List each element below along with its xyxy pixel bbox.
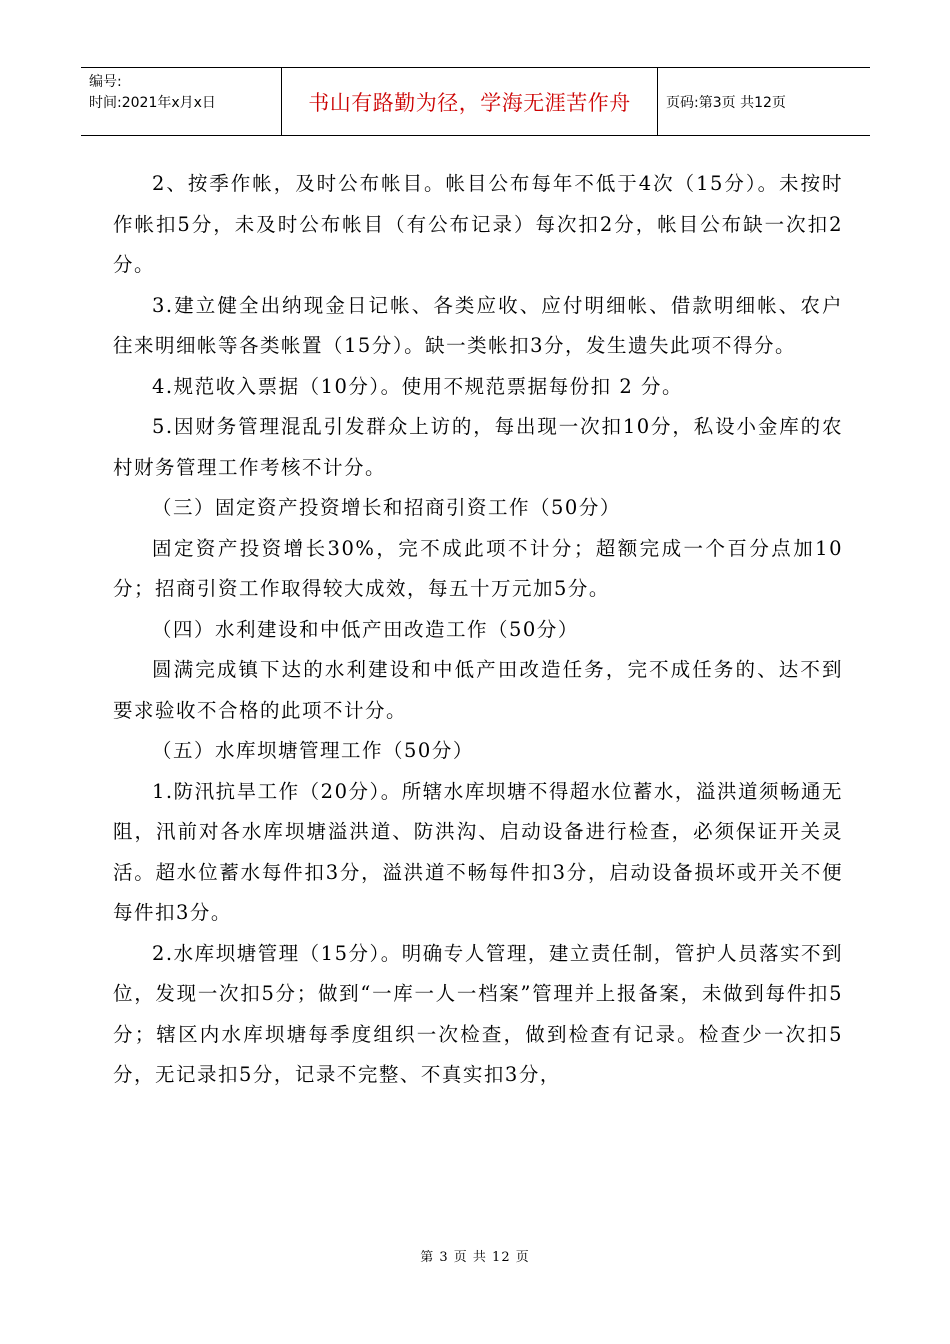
- document-date-label: 时间:2021年x月x日: [89, 95, 216, 111]
- section-heading: （四）水利建设和中低产田改造工作（50分）: [152, 617, 579, 641]
- paragraph: 2.水库坝塘管理（15分）。明确专人管理，建立责任制，管护人员落实不到位，发现一次扣5分；做到“一库一人一档案”管理并上报备案，未做到每件扣5分；辖区内水库坝塘每季度组织一次检查，做到检查有记录。检查少一次扣5分，无记录扣5分，记录不完整、不真实扣3分，: [113, 941, 843, 1086]
- section-heading: （三）固定资产投资增长和招商引资工作（50分）: [152, 496, 621, 519]
- document-number-label: 编号:: [89, 74, 122, 90]
- paragraph: 圆满完成镇下达的水利建设和中低产田改造任务，完不成任务的、达不到要求验收不合格的此项不计分。: [113, 658, 843, 722]
- paragraph: 1.防汛抗旱工作（20分）。所辖水库坝塘不得超水位蓄水，溢洪道须畅通无阻，汛前对各水库坝塘溢洪道、防洪沟、启动设备进行检查，必须保证开关灵活。超水位蓄水每件扣3分，溢洪道不畅每件扣3分，启动设备损坏或开关不便每件扣3分。: [113, 779, 843, 924]
- header-meta: [81, 68, 282, 135]
- paragraph: 2、按季作帐，及时公布帐目。帐目公布每年不低于4次（15分）。未按时作帐扣5分，未及时公布帐目（有公布记录）每次扣2分，帐目公布缺一次扣2分。: [113, 172, 843, 276]
- paragraph: 4.规范收入票据（10分）。使用不规范票据每份扣 2 分。: [152, 374, 683, 398]
- document-body: [113, 164, 843, 1096]
- paragraph: 固定资产投资增长30%，完不成此项不计分；超额完成一个百分点加10分；招商引资工作取得较大成效，每五十万元加5分。: [113, 536, 843, 600]
- page-footer: 第 3 页 共 12 页: [420, 1250, 530, 1265]
- paragraph: 3.建立健全出纳现金日记帐、各类应收、应付明细帐、借款明细帐、农户往来明细帐等各类帐置（15分）。缺一类帐扣3分，发生遗失此项不得分。: [113, 293, 843, 357]
- section-heading: （五）水库坝塘管理工作（50分）: [152, 739, 474, 762]
- document-header: [81, 67, 870, 136]
- header-page-info: 页码:第3页 共12页: [666, 94, 786, 111]
- paragraph: 5.因财务管理混乱引发群众上访的，每出现一次扣10分，私设小金库的农村财务管理工作考核不计分。: [113, 415, 843, 479]
- header-motto: 书山有路勤为径，学海无涯苦作舟: [282, 68, 658, 135]
